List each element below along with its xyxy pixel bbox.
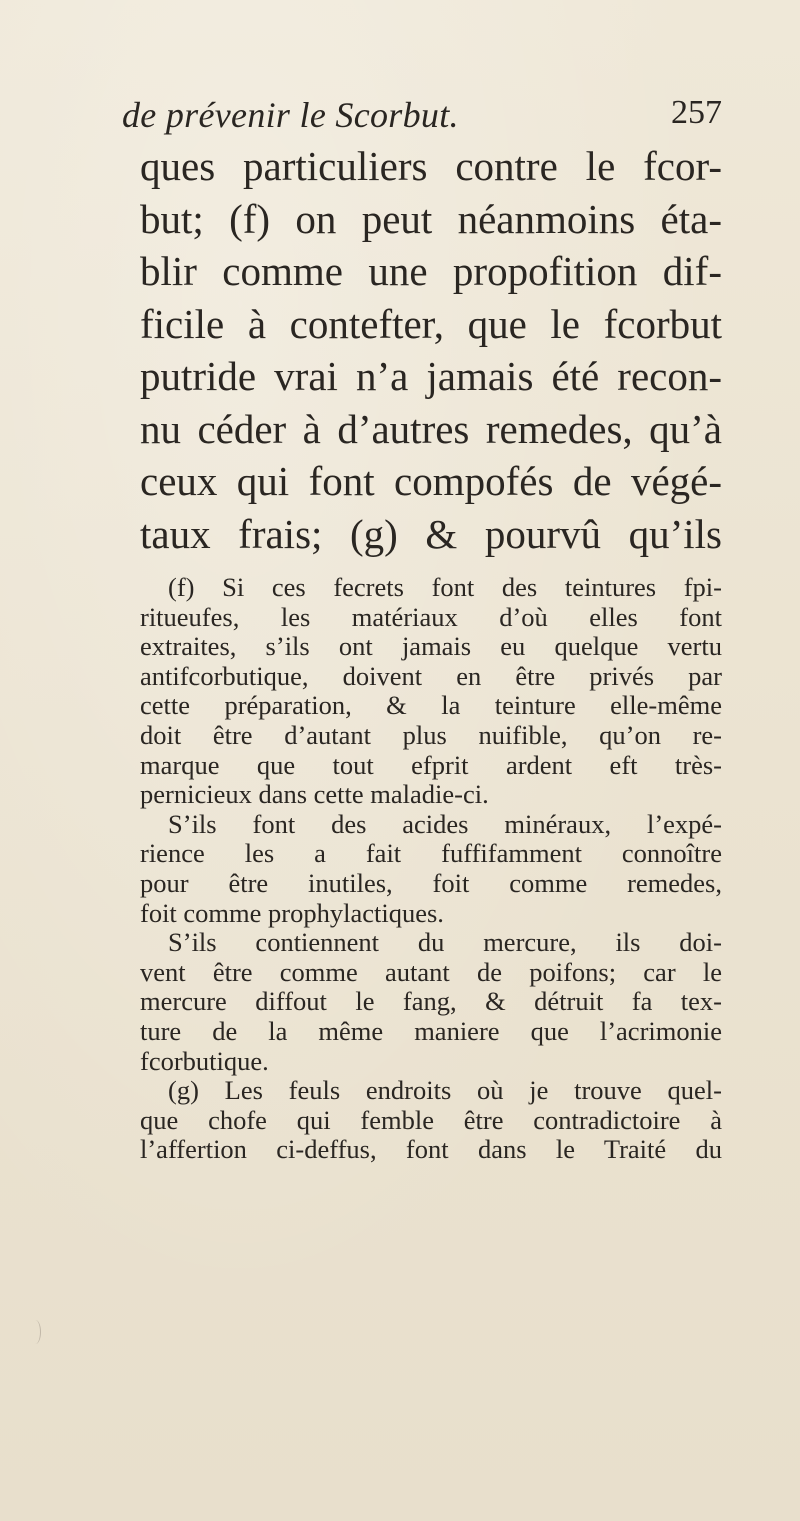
main-text-line: blir comme une propofition dif- bbox=[140, 248, 722, 294]
main-text-line: nu céder à d’autres remedes, qu’à bbox=[140, 405, 722, 452]
footnote-line: fcorbutique. bbox=[140, 1045, 269, 1076]
stray-ink-mark bbox=[30, 1320, 41, 1344]
footnote-line: ture de la même maniere que l’acrimonie bbox=[140, 1015, 722, 1046]
footnote-line: pernicieux dans cette maladie-ci. bbox=[140, 779, 489, 810]
page-number: 257 bbox=[671, 94, 722, 131]
footnote-line: (f) Si ces fecrets font des teintures fpi- bbox=[168, 572, 722, 602]
footnote-line: ritueufes, les matériaux d’où elles font bbox=[140, 601, 722, 632]
footnote-line: que chofe qui femble être contradictoire à bbox=[140, 1104, 722, 1135]
main-text-line: putride vrai n’a jamais été recon- bbox=[140, 353, 722, 399]
running-head bbox=[122, 94, 722, 138]
footnote-line: doit être d’autant plus nuifible, qu’on re- bbox=[140, 719, 722, 750]
footnote-line: foit comme prophylactiques. bbox=[140, 897, 444, 928]
main-text-line: ceux qui font compofés de végé- bbox=[140, 458, 722, 504]
main-text-line: taux frais; (g) & pourvû qu’ils bbox=[140, 510, 722, 557]
running-head-title: de prévenir le Scorbut. bbox=[122, 95, 459, 135]
footnote-line: marque que tout efprit ardent eft très- bbox=[140, 749, 722, 780]
main-text-line: but; (f) on peut néanmoins éta- bbox=[140, 195, 722, 242]
footnote-line: pour être inutiles, foit comme remedes, bbox=[140, 867, 722, 898]
footnotes-block bbox=[140, 573, 722, 1165]
footnote-line: S’ils font des acides minéraux, l’expé- bbox=[168, 808, 722, 839]
footnote-line: l’affertion ci-deffus, font dans le Traité du bbox=[140, 1134, 722, 1165]
footnote-line: (g) Les feuls endroits où je trouve quel- bbox=[168, 1075, 722, 1106]
main-text-line: ques particuliers contre le fcor- bbox=[140, 143, 722, 189]
footnote-line: vent être comme autant de poifons; car le bbox=[140, 956, 722, 987]
footnote-line: extraites, s’ils ont jamais eu quelque vertu bbox=[140, 631, 722, 662]
main-text-line: ficile à contefter, que le fcorbut bbox=[140, 300, 722, 347]
footnote-line: cette préparation, & la teinture elle-même bbox=[140, 690, 722, 721]
footnote-line: rience les a fait fuffifamment connoître bbox=[140, 838, 722, 869]
footnote-line: mercure diffout le fang, & détruit fa tex- bbox=[140, 986, 722, 1017]
footnote-line: antifcorbutique, doivent en être privés par bbox=[140, 660, 722, 691]
footnote-line: S’ils contiennent du mercure, ils doi- bbox=[168, 927, 722, 958]
main-text-block bbox=[140, 140, 722, 560]
